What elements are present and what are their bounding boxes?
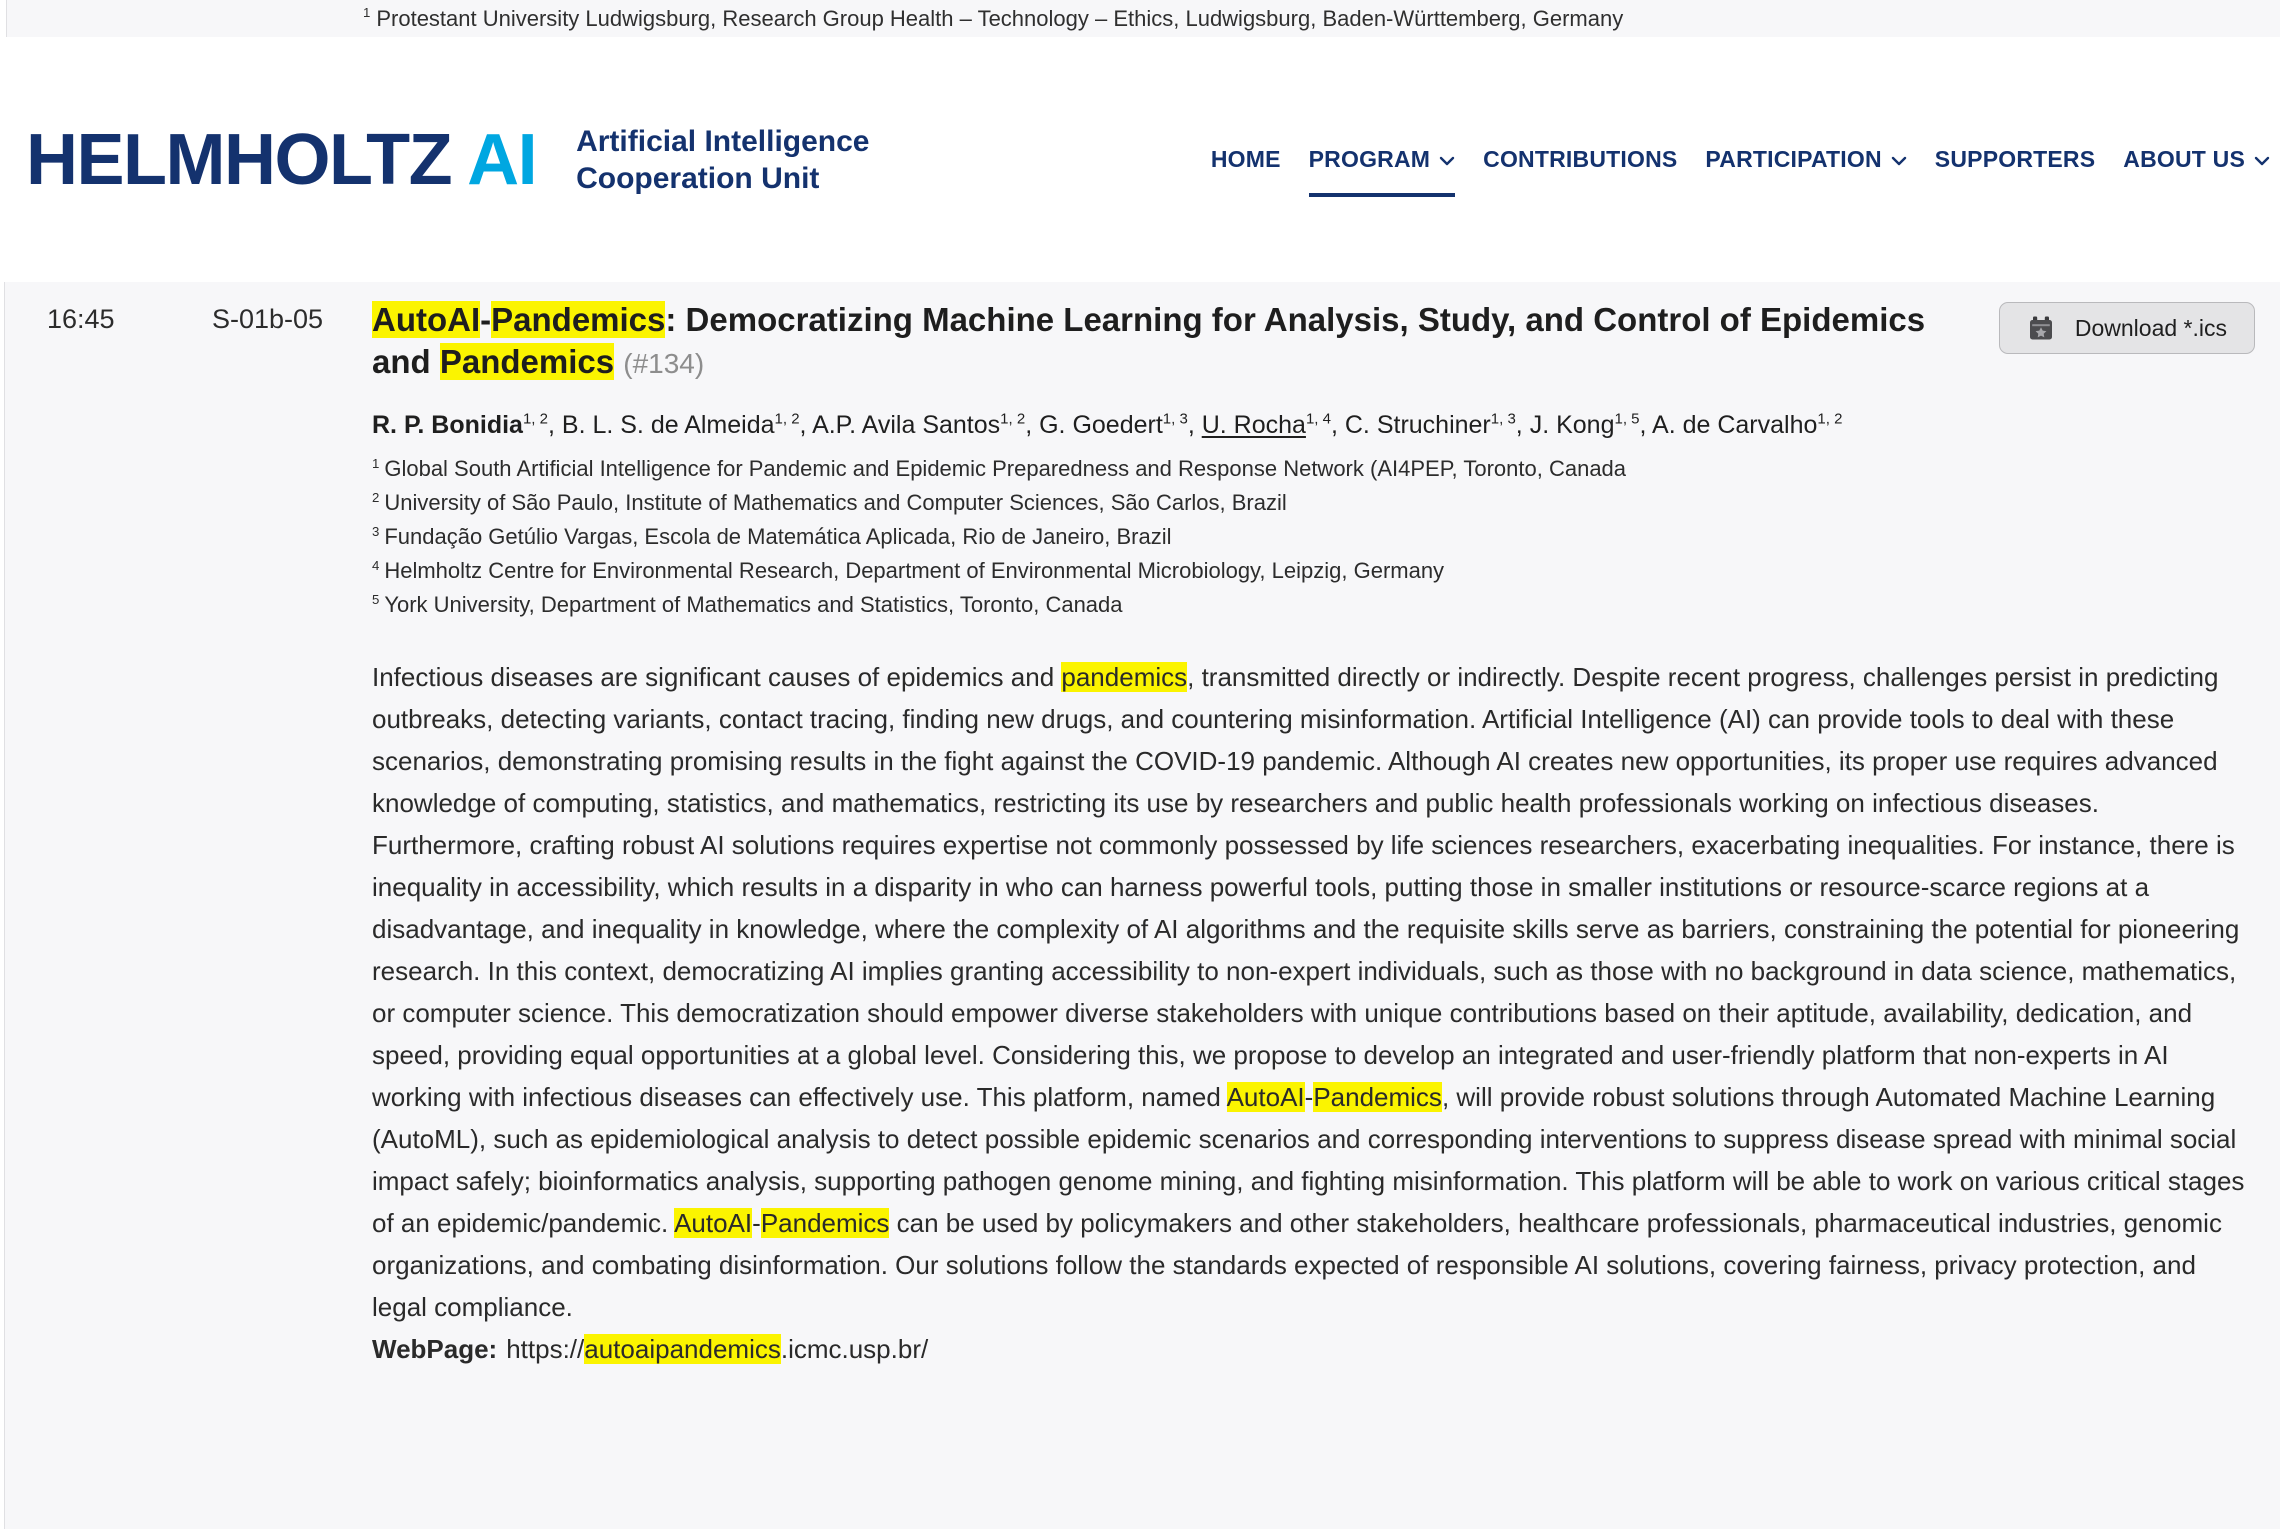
text-segment: ,	[547, 411, 562, 439]
text-segment: J. Kong	[1529, 411, 1615, 439]
chevron-down-icon	[1439, 156, 1455, 166]
affiliation-number: 2	[372, 489, 380, 505]
text-segment: 1, 2	[774, 410, 800, 428]
highlighted-text: AutoAI	[1226, 1082, 1305, 1112]
highlighted-text: autoaipandemics	[584, 1334, 781, 1364]
session-title	[372, 299, 1957, 385]
text-segment: 1, 4	[1305, 410, 1331, 428]
nav-item-participation[interactable]	[1705, 146, 1906, 173]
nav-label: SUPPORTERS	[1934, 146, 2096, 172]
program-content	[4, 282, 2280, 1529]
text-segment: 1, 5	[1614, 410, 1640, 428]
text-segment: A. de Carvalho	[1652, 411, 1818, 439]
text-segment: B. L. S. de Almeida	[561, 411, 775, 439]
highlighted-text: Pandemics	[439, 343, 615, 380]
nav-item-about-us[interactable]	[2123, 146, 2270, 173]
text-segment: ,	[1025, 411, 1040, 439]
text-segment: G. Goedert	[1039, 411, 1163, 439]
affiliation-text: Helmholtz Centre for Environmental Research, Department of Environmental Microbiology, Leipzig, Germany	[384, 558, 1445, 583]
nav-item-supporters[interactable]	[1935, 146, 2095, 173]
affiliation-number: 3	[372, 523, 380, 539]
affiliation-row	[372, 554, 2253, 588]
text-segment: -	[480, 301, 492, 338]
text-segment: can be used by policymakers and other stakeholders, healthcare professionals, pharmaceutical industries, genomic organizations, and combating disinformation. Our solutions follow the standards expected of responsible AI solutions, covering fairness, privacy protection, and legal compliance.	[372, 1208, 2222, 1322]
affiliation-row	[372, 588, 2253, 622]
affiliation-number: 1	[372, 455, 380, 471]
text-segment: -	[752, 1208, 761, 1238]
text-segment: 1, 2	[1817, 410, 1843, 428]
download-ics-button[interactable]	[1999, 302, 2255, 354]
logo-tagline-line1: Artificial Intelligence	[576, 124, 870, 158]
affiliation-text: York University, Department of Mathematics and Statistics, Toronto, Canada	[384, 592, 1123, 617]
highlighted-text: AutoAI	[674, 1208, 753, 1238]
text-segment: (#134)	[623, 348, 705, 379]
highlighted-text: AutoAI	[372, 301, 481, 338]
text-segment: ,	[799, 411, 813, 439]
site-header	[0, 37, 2280, 282]
chevron-down-icon	[1891, 156, 1907, 166]
webpage-line	[372, 1328, 2253, 1370]
footnote-body: Protestant University Ludwigsburg, Research Group Health – Technology – Ethics, Ludwigsburg, Baden-Württemberg, Germany	[376, 5, 1624, 31]
highlighted-text: Pandemics	[1313, 1082, 1442, 1112]
session-row	[5, 299, 2280, 1370]
text-segment: ,	[1330, 411, 1345, 439]
main-nav	[1211, 146, 2270, 173]
calendar-icon	[2027, 314, 2055, 342]
authors-line	[372, 411, 2253, 440]
download-ics-label: Download *.ics	[2074, 314, 2227, 341]
text-segment: .icmc.usp.br/	[780, 1334, 929, 1364]
text-segment: 1, 3	[1162, 410, 1188, 428]
text-segment: A.P. Avila Santos	[812, 411, 1001, 439]
text-segment: : Democratizing Machine Learning for Analysis, Study, and Control of Epidemics and	[372, 301, 1926, 380]
affiliations-list	[372, 452, 2253, 622]
footnote-number: 1	[363, 5, 371, 21]
nav-label: ABOUT US	[2123, 146, 2245, 172]
text-segment: R. P. Bonidia	[372, 411, 523, 439]
nav-label: PARTICIPATION	[1705, 146, 1882, 172]
text-segment: ,	[1639, 411, 1653, 439]
text-segment: U. Rocha	[1201, 411, 1306, 439]
abstract-text	[372, 656, 2253, 1328]
highlighted-text: pandemics	[1061, 662, 1188, 692]
text-segment: 1, 2	[1000, 410, 1026, 428]
affiliation-row	[372, 486, 2253, 520]
affiliation-text: Fundação Getúlio Vargas, Escola de Matemática Aplicada, Rio de Janeiro, Brazil	[384, 524, 1172, 549]
logo-tagline-line2: Cooperation Unit	[576, 161, 820, 195]
text-segment: Infectious diseases are significant causes of epidemics and	[372, 662, 1062, 692]
affiliation-number: 5	[372, 591, 380, 607]
text-segment: https://	[506, 1334, 585, 1364]
highlighted-text: Pandemics	[760, 1208, 890, 1238]
webpage-label: WebPage:	[372, 1334, 498, 1364]
text-segment: 1, 3	[1490, 410, 1516, 428]
nav-label: CONTRIBUTIONS	[1483, 146, 1678, 172]
logo-tagline	[576, 123, 869, 197]
nav-label: PROGRAM	[1308, 146, 1431, 172]
highlighted-text: Pandemics	[491, 301, 666, 338]
nav-label: HOME	[1210, 146, 1281, 172]
logo-ai-text: AI	[467, 119, 537, 200]
nav-item-contributions[interactable]	[1483, 146, 1677, 173]
text-segment	[614, 343, 623, 380]
affiliation-row	[372, 520, 2253, 554]
nav-item-program[interactable]	[1309, 146, 1456, 173]
text-segment: ,	[1187, 411, 1202, 439]
affiliation-row	[372, 452, 2253, 486]
text-segment: , transmitted directly or indirectly. Despite recent progress, challenges persist in predicting outbreaks, detecting variants, contact tracing, finding new drugs, and countering misinformation. Artificial Intelligence (AI) can provide tools to deal with these scenarios, demonstrating promising results in the fight against the COVID-19 pandemic. Although AI creates new opportunities, its proper use requires advanced knowledge of computing, statistics, and mathematics, restricting its use by researchers and public health professionals working on infectious diseases. Furthermore, crafting robust AI solutions requires expertise not commonly possessed by life sciences researchers, exacerbating inequalities. For instance, there is inequality in accessibility, which results in a disparity in who can harness powerful tools, putting those in smaller institutions or resource-scarce regions at a disadvantage, and inequality in knowledge, where the complexity of AI algorithms and the requisite skills serve as barriers, constraining the potential for pioneering research. In this context, democratizing AI implies granting accessibility to non-expert individuals, such as those with no background in data science, mathematics, or computer science. This democratization should empower diverse stakeholders with unique contributions based on their aptitude, availability, dedication, and speed, providing equal opportunities at a global level. Considering this, we propose to develop an integrated and user-friendly platform that non-experts in AI working with infectious diseases can effectively use. This platform, named	[372, 662, 2240, 1112]
text-segment: C. Struchiner	[1344, 411, 1491, 439]
affiliation-text: Global South Artificial Intelligence for Pandemic and Epidemic Preparedness and Response Network (AI4PEP, Toronto, Canada	[384, 456, 1627, 481]
text-segment: , will provide robust solutions through Automated Machine Learning (AutoML), such as epidemiological analysis to detect possible epidemic scenarios and corresponding interventions to suppress disease spread with minimal social impact safely; bioinformatics analysis, supporting pathogen genome mining, and fighting misinformation. This platform will be able to work on various critical stages of an epidemic/pandemic.	[372, 1082, 2245, 1238]
text-segment: 1, 2	[522, 410, 548, 428]
webpage-url	[506, 1334, 928, 1364]
text-segment: -	[1304, 1082, 1314, 1112]
affiliation-number: 4	[372, 557, 380, 573]
session-time: 16:45	[47, 304, 115, 334]
session-details	[372, 299, 2280, 1370]
chevron-down-icon	[2254, 156, 2270, 166]
text-segment: ,	[1515, 411, 1530, 439]
affiliation-text: University of São Paulo, Institute of Mathematics and Computer Sciences, São Carlos, Brazil	[384, 490, 1287, 515]
top-footnote-text	[7, 6, 1623, 32]
top-footnote-bar	[6, 0, 2280, 37]
session-code: S-01b-05	[212, 304, 324, 334]
nav-item-home[interactable]	[1211, 146, 1281, 173]
logo-helmholtz-text: HELMHOLTZ	[26, 119, 452, 200]
helmholtz-ai-logo[interactable]	[26, 119, 870, 201]
